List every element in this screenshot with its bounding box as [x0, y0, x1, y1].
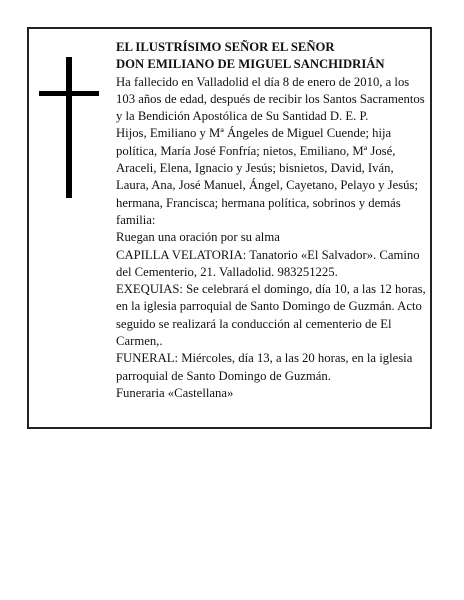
- exequias-info: EXEQUIAS: Se celebrará el domingo, día 10, a las 12 horas, en la iglesia parroquial de Santo Domingo de Guzmán. Acto seguido se realizará la conducción al cementerio de El Carmen,.: [116, 282, 426, 349]
- cross-vertical-bar: [66, 57, 72, 198]
- death-announcement: Ha fallecido en Valladolid el día 8 de enero de 2010, a los 103 años de edad, después de recibir los Santos Sacramentos y la Bendición Apostólica de Su Santidad D. E. P.: [116, 74, 425, 124]
- obituary-notice: [27, 27, 432, 429]
- cross-icon: [39, 57, 99, 198]
- funeral-home: Funeraria «Castellana»: [116, 385, 234, 400]
- chapel-info: CAPILLA VELATORIA: Tanatorio «El Salvador». Camino del Cementerio, 21. Valladolid. 983251225.: [116, 247, 420, 279]
- notice-text-block: [116, 39, 426, 402]
- funeral-info: FUNERAL: Miércoles, día 13, a las 20 horas, en la iglesia parroquial de Santo Domingo de Guzmán.: [116, 351, 413, 383]
- family-list: Hijos, Emiliano y Mª Ángeles de Miguel Cuende; hija política, María José Fonfría; nietos, Emiliano, Mª José, Araceli, Elena, Ignacio y Jesús; bisnietos, David, Iván, Laura, Ana, José Manuel, Ángel, Cayetano, Pelayo y Jesús; hermana, Francisca; hermana política, sobrinos y demás familia:: [116, 126, 418, 227]
- heading-title: EL ILUSTRÍSIMO SEÑOR EL SEÑOR: [116, 40, 335, 54]
- deceased-name: DON EMILIANO DE MIGUEL SANCHIDRIÁN: [116, 57, 385, 72]
- prayer-request: Ruegan una oración por su alma: [116, 230, 280, 245]
- cross-horizontal-bar: [39, 91, 99, 96]
